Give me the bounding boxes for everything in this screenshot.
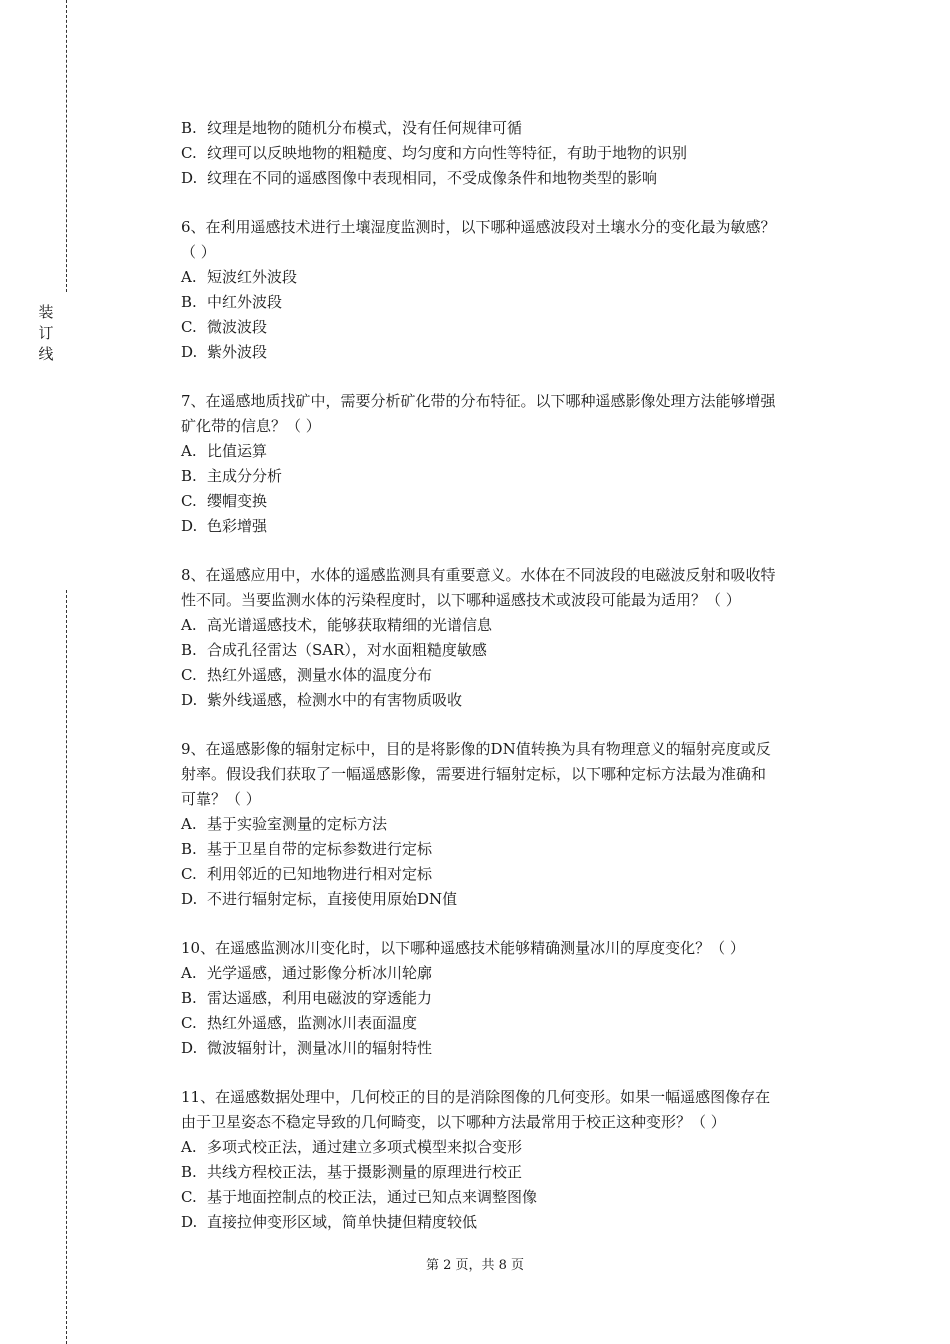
- option-c: C. 利用邻近的已知地物进行相对定标: [181, 865, 433, 883]
- question-10: [181, 936, 839, 1061]
- question-stem: 10、在遥感监测冰川变化时，以下哪种遥感技术能够精确测量冰川的厚度变化？（ ）: [181, 939, 745, 957]
- question-stem: 7、在遥感地质找矿中，需要分析矿化带的分布特征。以下哪种遥感影像处理方法能够增强 矿化带的信息？（ ）: [181, 392, 776, 435]
- option-a: A. 短波红外波段: [181, 268, 298, 286]
- option-d: D. 紫外波段: [181, 343, 268, 361]
- exam-content: [181, 116, 839, 1235]
- question-5-continued: [181, 116, 839, 191]
- page-number: 第 2 页，共 8 页: [425, 1258, 525, 1273]
- option-b: B. 中红外波段: [181, 293, 283, 311]
- option-d: D. 微波辐射计，测量冰川的辐射特性: [181, 1039, 433, 1057]
- option-c: C. 热红外遥感，监测冰川表面温度: [181, 1014, 418, 1032]
- question-6: [181, 215, 839, 365]
- option-a: A. 基于实验室测量的定标方法: [181, 815, 388, 833]
- option-a: A. 比值运算: [181, 442, 268, 460]
- option-d: D. 纹理在不同的遥感图像中表现相同，不受成像条件和地物类型的影响: [181, 169, 658, 187]
- question-stem: 11、在遥感数据处理中，几何校正的目的是消除图像的几何变形。如果一幅遥感图像存在 由于卫星姿态不稳定导致的几何畸变，以下哪种方法最常用于校正这种变形？（ ）: [181, 1088, 771, 1131]
- option-a: A. 光学遥感，通过影像分析冰川轮廓: [181, 964, 433, 982]
- question-7: [181, 389, 839, 539]
- option-b: B. 合成孔径雷达（SAR），对水面粗糙度敏感: [181, 641, 487, 659]
- option-c: C. 热红外遥感，测量水体的温度分布: [181, 666, 433, 684]
- option-c: C. 缨帽变换: [181, 492, 268, 510]
- option-c: C. 纹理可以反映地物的粗糙度、均匀度和方向性等特征，有助于地物的识别: [181, 144, 688, 162]
- option-b: B. 纹理是地物的随机分布模式，没有任何规律可循: [181, 119, 523, 137]
- option-d: D. 直接拉伸变形区域，简单快捷但精度较低: [181, 1213, 478, 1231]
- question-stem: 9、在遥感影像的辐射定标中，目的是将影像的DN值转换为具有物理意义的辐射亮度或反 射率。假设我们获取了一幅遥感影像，需要进行辐射定标，以下哪种定标方法最为准确和 可靠？（ ）: [181, 740, 771, 808]
- option-a: A. 高光谱遥感技术，能够获取精细的光谱信息: [181, 616, 493, 634]
- option-b: B. 主成分分析: [181, 467, 283, 485]
- option-d: D. 紫外线遥感，检测水中的有害物质吸收: [181, 691, 463, 709]
- option-d: D. 不进行辐射定标，直接使用原始DN值: [181, 890, 458, 908]
- option-b: B. 共线方程校正法，基于摄影测量的原理进行校正: [181, 1163, 523, 1181]
- binding-char: 订: [38, 324, 54, 342]
- option-c: C. 基于地面控制点的校正法，通过已知点来调整图像: [181, 1188, 538, 1206]
- binding-char: 线: [38, 345, 54, 363]
- question-stem: 6、在利用遥感技术进行土壤湿度监测时，以下哪种遥感波段对土壤水分的变化最为敏感？ （ ）: [181, 218, 776, 261]
- binding-char: 装: [38, 303, 54, 321]
- binding-dashed-line-bottom: [66, 590, 67, 1344]
- question-8: [181, 563, 839, 713]
- question-11: [181, 1085, 839, 1235]
- option-b: B. 雷达遥感，利用电磁波的穿透能力: [181, 989, 433, 1007]
- option-a: A. 多项式校正法，通过建立多项式模型来拟合变形: [181, 1138, 523, 1156]
- question-stem: 8、在遥感应用中，水体的遥感监测具有重要意义。水体在不同波段的电磁波反射和吸收特 性不同。当要监测水体的污染程度时，以下哪种遥感技术或波段可能最为适用？（ ）: [181, 566, 776, 609]
- question-9: [181, 737, 839, 912]
- binding-label: [36, 302, 56, 365]
- binding-dashed-line-top: [66, 0, 67, 292]
- option-c: C. 微波波段: [181, 318, 268, 336]
- option-d: D. 色彩增强: [181, 517, 268, 535]
- option-b: B. 基于卫星自带的定标参数进行定标: [181, 840, 433, 858]
